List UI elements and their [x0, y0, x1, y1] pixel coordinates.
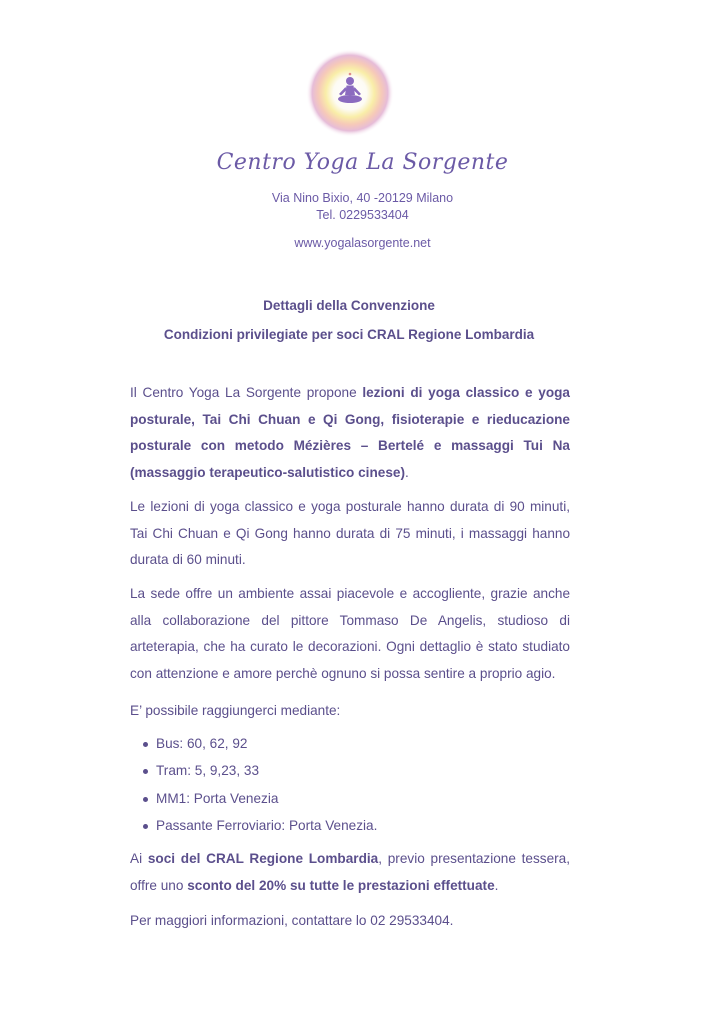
transport-list — [130, 730, 570, 840]
list-item — [130, 757, 570, 784]
list-item-text: Passante Ferroviario: Porta Venezia. — [156, 818, 378, 834]
address-line: Via Nino Bixio, 40 -20129 Milano — [271, 191, 454, 205]
contact-paragraph: Per maggiori informazioni, contattare lo 02 29533404. — [130, 913, 454, 928]
venue-paragraph: La sede offre un ambiente assai piacevole e accogliente, grazie anche alla collaborazione del pittore Tommaso De Angelis, studioso di arteterapia, che ha curato le decorazioni. Ogni dettaglio è stato studiato con attenzione e amore perchè ognuno si possa sentire a proprio agio. — [130, 586, 570, 682]
bullet-icon — [143, 824, 148, 829]
list-item-text: MM1: Porta Venezia — [156, 790, 279, 806]
meditation-figure-aura-icon — [305, 48, 395, 138]
list-item — [130, 812, 570, 839]
intro-text: Il Centro Yoga La Sorgente propone — [130, 385, 363, 400]
center-name: Centro Yoga La Sorgente — [216, 150, 509, 175]
bullet-icon — [143, 769, 148, 774]
page-subtitle: Condizioni privilegiate per soci CRAL Regione Lombardia — [163, 327, 535, 342]
list-item-text: Bus: 60, 62, 92 — [156, 736, 248, 751]
reach-us-paragraph: E’ possibile raggiungerci mediante: — [130, 703, 341, 718]
list-item-text: Tram: 5, 9,23, 33 — [156, 763, 260, 779]
members-text: soci del CRAL Regione Lombardia — [147, 851, 379, 866]
discount-paragraph — [130, 846, 570, 899]
phone-line: Tel. 0229533404 — [316, 208, 409, 222]
intro-period: . — [404, 465, 409, 481]
page-title: Dettagli della Convenzione — [263, 298, 435, 313]
services-list-text: lezioni di yoga classico e yoga posturale, Tai Chi Chuan e Qi Gong, fisioterapie e rieducazione posturale con metodo Mézières – Bertelé e massaggi Tui Na (massaggio terapeutico-salutistico cinese) — [130, 385, 570, 481]
list-item — [130, 730, 570, 757]
list-item — [130, 785, 570, 812]
bullet-icon — [143, 797, 148, 802]
discount-offer-text: sconto del 20% su tutte le prestazioni effettuate — [187, 877, 495, 893]
discount-period: . — [494, 877, 499, 893]
intro-paragraph — [130, 380, 570, 487]
bullet-icon — [143, 742, 148, 747]
website-link[interactable]: www.yogalasorgente.net — [294, 236, 431, 250]
duration-paragraph: Le lezioni di yoga classico e yoga posturale hanno durata di 90 minuti, Tai Chi Chuan e Qi Gong hanno durata di 75 minuti, i massaggi hanno durata di 60 minuti. — [130, 499, 570, 568]
discount-text-c: , previo presentazione tessera, offre uno — [130, 851, 570, 893]
discount-text-a: Ai — [130, 851, 148, 866]
